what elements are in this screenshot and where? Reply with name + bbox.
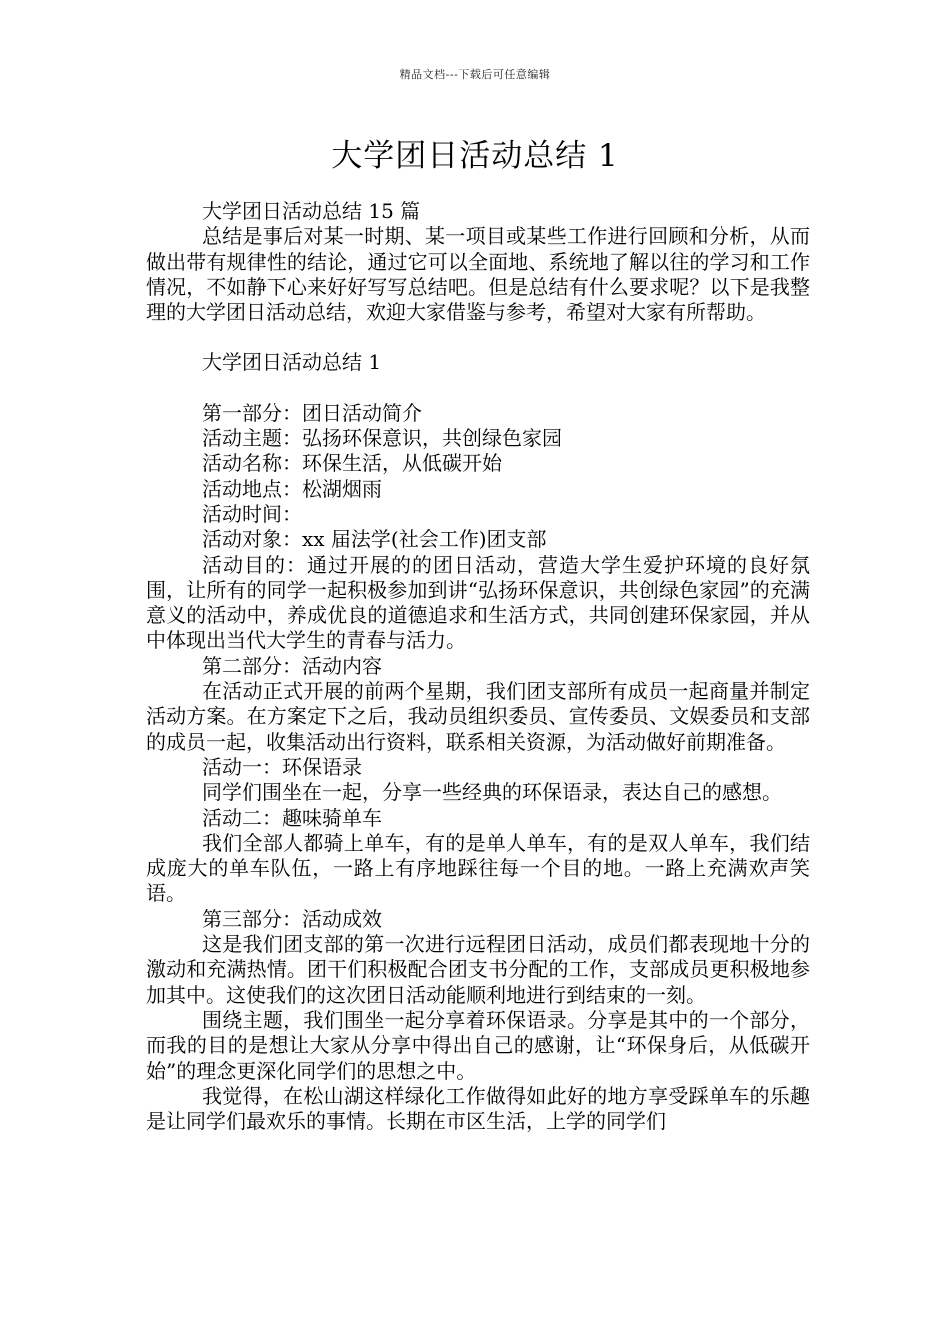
paragraph-activity-one-heading: 活动一：环保语录	[202, 754, 362, 779]
document-body	[146, 199, 810, 1134]
paragraph-activity-theme: 活动主题：弘扬环保意识，共创绿色家园	[202, 426, 562, 451]
paragraph-results-three: 我觉得，在松山湖这样绿化工作做得如此好的地方享受踩单车的乐趣是让同学们最欢乐的事情。长期在市区生活，上学的同学们	[146, 1083, 810, 1134]
paragraph-activity-two-heading: 活动二：趣味骑单车	[202, 805, 382, 830]
paragraph-preparation: 在活动正式开展的前两个星期，我们团支部所有成员一起商量并制定活动方案。在方案定下之后，我动员组织委员、宣传委员、文娱委员和支部的成员一起，收集活动出行资料，联系相关资源，为活动做好前期准备。	[146, 679, 810, 754]
paragraph-part-one-heading: 第一部分：团日活动简介	[202, 400, 422, 425]
document-title: 大学团日活动总结 1	[331, 138, 619, 174]
paragraph-intro: 总结是事后对某一时期、某一项目或某些工作进行回顾和分析，从而做出带有规律性的结论，通过它可以全面地、系统地了解以往的学习和工作情况，不如静下心来好好写写总结吧。但是总结有什么要求呢？以下是我整理的大学团日活动总结，欢迎大家借鉴与参考，希望对大家有所帮助。	[146, 224, 810, 325]
page-header-note: 精品文档---下载后可任意编辑	[399, 68, 551, 81]
paragraph-activity-location: 活动地点：松湖烟雨	[202, 476, 382, 501]
paragraph-activity-name: 活动名称：环保生活，从低碳开始	[202, 451, 502, 476]
paragraph-activity-purpose: 活动目的：通过开展的的团日活动，营造大学生爱护环境的良好氛围，让所有的同学一起积极参加到讲“弘扬环保意识，共创绿色家园”的充满意义的活动中，养成优良的道德追求和生活方式，共同创建环保家园，并从中体现出当代大学生的青春与活力。	[146, 552, 810, 653]
paragraph-results-two: 围绕主题，我们围坐一起分享着环保语录。分享是其中的一个部分，而我的目的是想让大家从分享中得出自己的感谢，让“环保身后，从低碳开始”的理念更深化同学们的思想之中。	[146, 1007, 810, 1083]
paragraph-activity-time: 活动时间：	[202, 501, 302, 526]
paragraph-part-two-heading: 第二部分：活动内容	[202, 653, 382, 678]
paragraph-results-one: 这是我们团支部的第一次进行远程团日活动，成员们都表现地十分的激动和充满热情。团干们积极配合团支书分配的工作，支部成员更积极地参加其中。这使我们的这次团日活动能顺利地进行到结束的一刻。	[146, 932, 810, 1007]
paragraph-part-three-heading: 第三部分：活动成效	[202, 906, 382, 931]
paragraph-section-heading: 大学团日活动总结 1	[202, 350, 382, 375]
paragraph-activity-one-body: 同学们围坐在一起，分享一些经典的环保语录，表达自己的感想。	[202, 780, 782, 805]
paragraph-activity-two-body: 我们全部人都骑上单车，有的是单人单车，有的是双人单车，我们结成庞大的单车队伍，一路上有序地踩往每一个目的地。一路上充满欢声笑语。	[146, 830, 810, 906]
paragraph-subtitle: 大学团日活动总结 15 篇	[202, 199, 421, 223]
paragraph-activity-target: 活动对象：xx 届法学(社会工作)团支部	[202, 527, 547, 552]
